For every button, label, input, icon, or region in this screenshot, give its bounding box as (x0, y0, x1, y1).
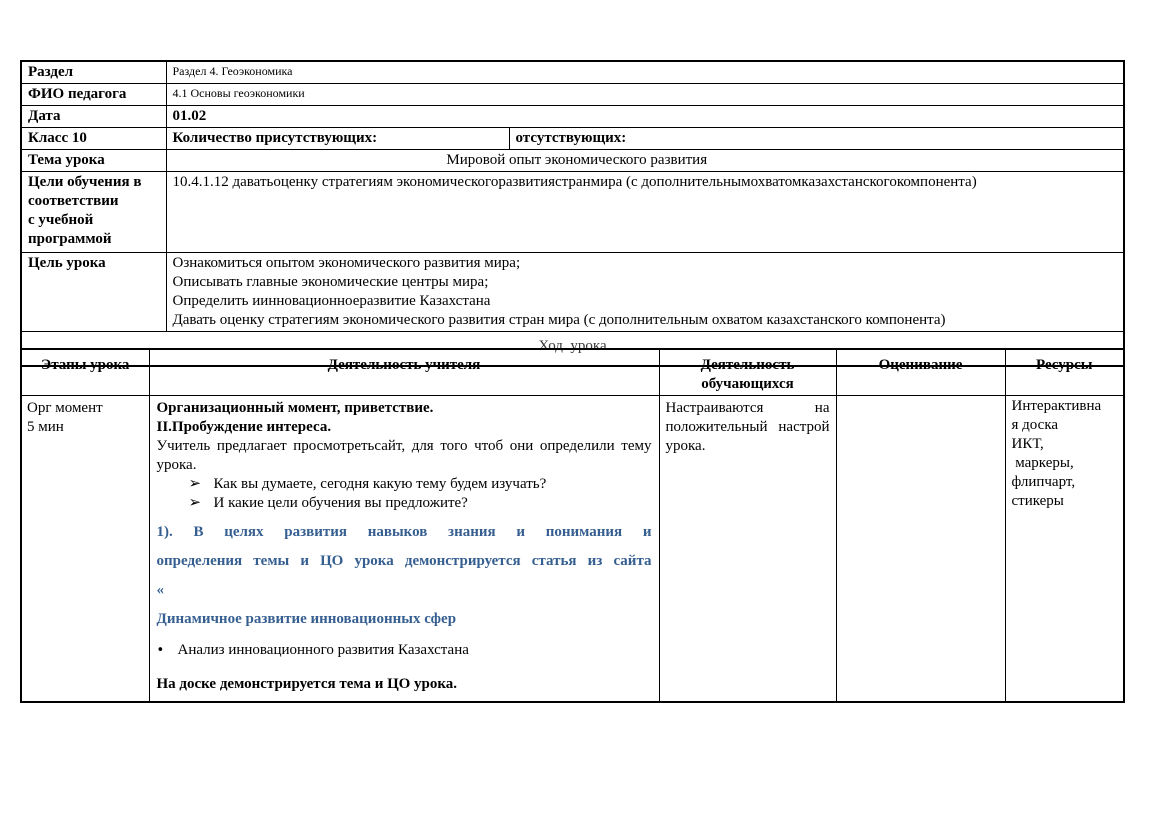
teacher-name-value: 4.1 Основы геоэкономики (166, 84, 1124, 106)
teacher-name-label: ФИО педагога (21, 84, 166, 106)
header-assessment: Оценивание (836, 349, 1005, 396)
date-label: Дата (21, 106, 166, 128)
present-count-label: Количество присутствующих: (166, 128, 509, 150)
stage-cell (21, 396, 149, 703)
goal-line: Ознакомиться опытом экономического развития мира; (172, 255, 521, 271)
section-label: Раздел (21, 61, 166, 84)
header-resources: Ресурсы (1005, 349, 1124, 396)
arrow-list-item (189, 494, 652, 513)
blue-paragraph-line: 1). В целях развития навыков знания и понимания и (156, 524, 652, 540)
goal-line: Давать оценку стратегиям экономического развития стран мира (с дополнительным охватом казахстанского компонента) (172, 312, 946, 328)
blue-quote-mark: « (156, 582, 164, 598)
teacher-paragraph: Учитель предлагает просмотретьсайт, для того чтоб они определили тему урока. (156, 438, 652, 473)
resource-line: флипчарт, (1011, 474, 1076, 490)
class-label: Класс 10 (21, 128, 166, 150)
stage-name: Орг момент (27, 400, 103, 416)
student-activity-cell: Настраиваются на положительный настрой урока. (659, 396, 836, 703)
learning-objectives-label: Цели обучения в соответствии с учебной программой (21, 172, 166, 253)
teacher-bold-note: На доске демонстрируется тема и ЦО урока. (156, 676, 458, 692)
learning-objectives-value: 10.4.1.12 даватьоценку стратегиям экономическогоразвитиястранмира (с дополнительнымохватомказахстанскогокомпонента) (166, 172, 1124, 253)
goal-line: Определить иинновационноеразвитие Казахстана (172, 293, 491, 309)
assessment-cell (836, 396, 1005, 703)
goal-line: Описывать главные экономические центры мира; (172, 274, 489, 290)
info-row-topic (21, 150, 1124, 172)
teacher-bold-phase: II.Пробуждение интереса. (156, 419, 332, 435)
info-row-section (21, 61, 1124, 84)
stage-duration: 5 мин (27, 419, 64, 435)
resource-line: ИКТ, (1011, 436, 1044, 452)
lesson-goal-label: Цель урока (21, 253, 166, 332)
resource-line: маркеры, (1011, 455, 1074, 471)
header-student-activity: Деятельность обучающихся (659, 349, 836, 396)
date-value: 01.02 (166, 106, 1124, 128)
arrow-bullet-icon: ➢ (188, 495, 202, 511)
info-row-class (21, 128, 1124, 150)
resource-line: Интерактивна (1011, 398, 1102, 414)
info-row-learning-objectives (21, 172, 1124, 253)
lesson-stage-row (21, 396, 1124, 703)
lesson-goal-value (166, 253, 1124, 332)
bullet-list-item (157, 641, 652, 660)
lesson-flow-title: Ход урока (21, 332, 1124, 367)
header-teacher-activity: Деятельность учителя (149, 349, 659, 396)
article-link-text[interactable]: Динамичное развитие инновационных сфер (156, 611, 457, 627)
info-row-date (21, 106, 1124, 128)
header-stages: Этапы урока (21, 349, 149, 396)
teacher-bold-intro: Организационный момент, приветствие. (156, 400, 434, 416)
arrow-item-text: Как вы думаете, сегодня какую тему будем изучать? (213, 476, 547, 492)
arrow-list-item (189, 475, 652, 494)
arrow-item-text: И какие цели обучения вы предложите? (213, 495, 468, 511)
lesson-stages-table (20, 348, 1125, 703)
resource-line: стикеры (1011, 493, 1064, 509)
absent-count-label: отсутствующих: (509, 128, 1124, 150)
lesson-info-table (20, 60, 1125, 367)
bullet-item-text: Анализ инновационного развития Казахстана (177, 642, 469, 658)
section-value: Раздел 4. Геоэкономика (166, 61, 1124, 84)
topic-label: Тема урока (21, 150, 166, 172)
teacher-activity-cell (149, 396, 659, 703)
topic-value: Мировой опыт экономического развития (166, 150, 1124, 172)
arrow-bullet-icon: ➢ (188, 476, 202, 492)
blue-paragraph-line: определения темы и ЦО урока демонстрируется статья из сайта (156, 553, 652, 569)
resources-cell (1005, 396, 1124, 703)
lesson-table-header-row (21, 349, 1124, 396)
info-row-teacher-name (21, 84, 1124, 106)
bullet-icon: • (156, 643, 165, 658)
resource-line: я доска (1011, 417, 1059, 433)
info-row-lesson-goal (21, 253, 1124, 332)
